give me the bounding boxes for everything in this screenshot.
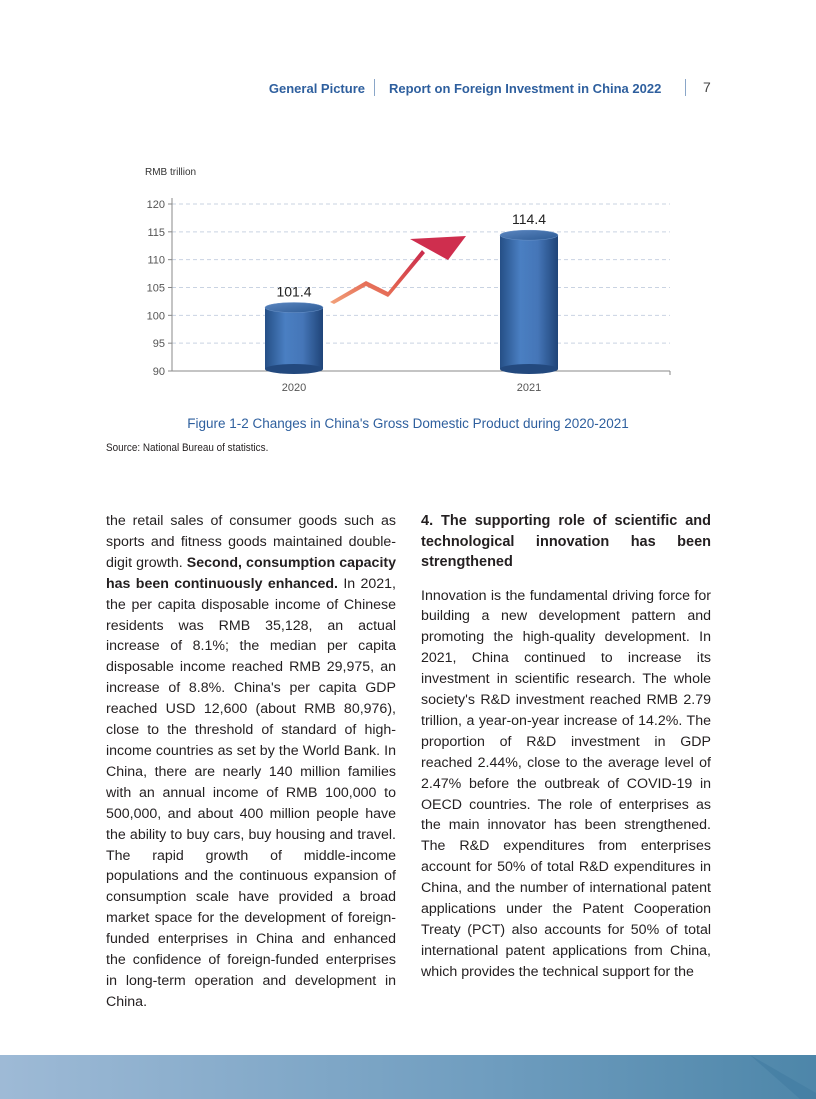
body-paragraph — [106, 511, 396, 1013]
y-axis-ticks — [147, 198, 670, 378]
left-column — [106, 511, 396, 1013]
section-heading: 4. The supporting role of scientific and technological innovation has been strengthened — [421, 513, 711, 570]
bar-2020 — [265, 308, 323, 369]
paragraph-text: the retail sales of consumer goods such as sports and fitness goods maintained double-digit growth. — [106, 513, 396, 571]
growth-arrow — [330, 236, 466, 304]
right-column — [421, 511, 711, 983]
paragraph-text: In 2021, the per capita disposable income of Chinese residents was RMB 35,128, an actual increase of 8.1%; the median per capita disposable income reached RMB 29,975, an increase of 8.8%. China's per capita GDP reached USD 12,600 (about RMB 80,976), close to the threshold of standard of high-income countries as set by the World Bank. In China, there are nearly 140 million families with an annual income of RMB 100,000 to 500,000, and about 400 million people have the ability to buy cars, buy housing and travel. The rapid growth of middle-income populations and the continuous expansion of consumption scale have provided a broad market space for the development of foreign-funded enterprises in China and enhanced the confidence of foreign-funded enterprises in long-term operation and development in China. — [106, 575, 396, 1010]
header-section-name: General Picture — [268, 81, 365, 96]
bar-cap — [265, 303, 323, 313]
header-report-title: Report on Foreign Investment in China 2022 — [389, 81, 662, 96]
y-axis-label: RMB trillion — [145, 167, 197, 178]
header-divider — [685, 79, 686, 96]
figure-caption: Figure 1-2 Changes in China's Gross Domestic Product during 2020-2021 — [187, 416, 629, 431]
footer-band — [0, 1055, 816, 1099]
data-label: 101.4 — [276, 283, 312, 300]
bar-base — [265, 364, 323, 374]
growth-arrow-shape — [330, 250, 425, 304]
running-header — [0, 79, 816, 97]
bar-2021 — [500, 235, 558, 369]
body-paragraph: Innovation is the fundamental driving force for building a new development pattern and promoting the high-quality development. In 2021, China continued to increase its investment in scientific research. The whole society's R&D investment reached RMB 2.79 trillion, a year-on-year increase of 14.2%. The proportion of R&D investment in GDP reached 2.44%, close to the average level of 2.47% before the outbreak of COVID-19 in OECD countries. The role of enterprises as the main innovator has been strengthened. The R&D expenditures from enterprises account for 50% of total R&D expenditures in China, and the number of international patent applications under the Patent Cooperation Treaty (PCT) also accounts for 50% of total international patent applications from China, which provides the technical support for the — [421, 587, 711, 980]
gridlines — [172, 204, 670, 343]
y-tick-label: 105 — [146, 282, 165, 295]
y-tick-label: 90 — [152, 366, 165, 378]
bar-base — [500, 364, 558, 374]
y-tick-label: 95 — [152, 338, 165, 351]
bold-lead: Second, consumption capacity has been continuously enhanced. — [106, 554, 396, 592]
y-tick-label: 115 — [147, 226, 165, 239]
x-axis-labels — [282, 382, 541, 394]
data-label: 114.4 — [512, 211, 546, 228]
header-divider — [374, 79, 375, 96]
figure-source: Source: National Bureau of statistics. — [106, 442, 269, 454]
gdp-bar-chart — [110, 160, 690, 400]
page-number: 7 — [703, 79, 711, 95]
bar-cap — [500, 230, 558, 240]
y-tick-label: 100 — [146, 310, 165, 323]
y-tick-label: 120 — [146, 199, 165, 211]
chart-canvas — [110, 160, 690, 400]
bars — [265, 230, 558, 374]
x-tick-label: 2021 — [516, 382, 542, 394]
y-tick-label: 110 — [147, 254, 165, 267]
x-tick-label: 2020 — [281, 382, 307, 394]
